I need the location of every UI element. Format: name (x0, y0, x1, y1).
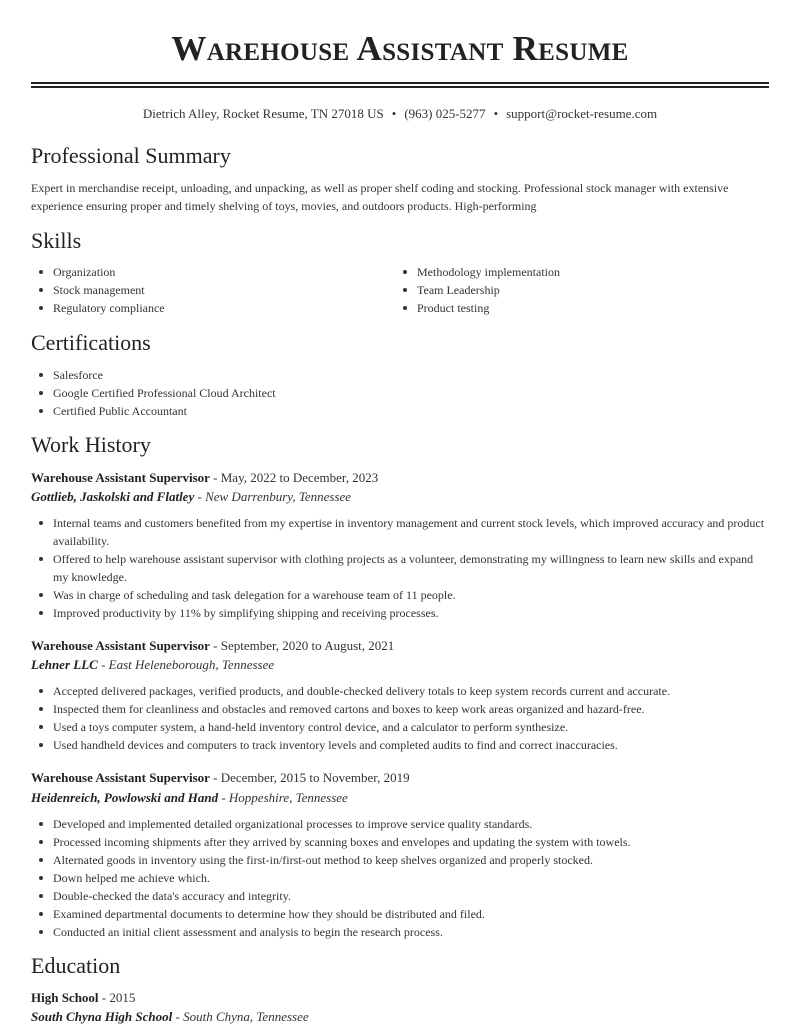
job-bullet: Inspected them for cleanliness and obstacles and removed cartons and boxes to keep work areas organized and hazard-free. (31, 700, 769, 718)
job-bullet: Developed and implemented detailed organizational processes to improve service quality standards. (31, 815, 769, 833)
job-bullet: Was in charge of scheduling and task delegation for a warehouse team of 11 people. (31, 586, 769, 604)
job-bullet: Down helped me achieve which. (31, 869, 769, 887)
certification-item: Google Certified Professional Cloud Architect (31, 384, 769, 402)
title-rule-bottom (31, 86, 769, 88)
job-company: Heidenreich, Powlowski and Hand (31, 790, 219, 805)
section-title-education: Education (31, 953, 121, 978)
job-employer (31, 488, 769, 506)
job-company: Lehner LLC (31, 657, 98, 672)
job-bullet: Used handheld devices and computers to track inventory levels and completed audits to find and correct inaccuracies. (31, 736, 769, 754)
job-employer (31, 789, 769, 807)
section-title-skills: Skills (31, 228, 82, 253)
skill-item: Regulatory compliance (31, 299, 371, 317)
education-school: South Chyna High School (31, 1009, 173, 1024)
job-bullets (31, 815, 769, 941)
section-title-certifications: Certifications (31, 330, 151, 355)
education-location: - South Chyna, Tennessee (172, 1009, 309, 1024)
job-dates: - December, 2015 to November, 2019 (209, 770, 410, 785)
contact-email: support@rocket-resume.com (506, 106, 658, 121)
education-year: - 2015 (98, 990, 136, 1005)
job-bullet: Alternated goods in inventory using the first-in/first-out method to keep shelves organized and properly stocked. (31, 851, 769, 869)
certification-item: Certified Public Accountant (31, 402, 769, 420)
contact-separator: • (493, 106, 499, 121)
job-bullet: Examined departmental documents to determine how they should be distributed and filed. (31, 905, 769, 923)
job-company: Gottlieb, Jaskolski and Flatley (31, 489, 195, 504)
job-bullet: Accepted delivered packages, verified products, and double-checked delivery totals to keep system records current and accurate. (31, 682, 769, 700)
contact-phone: (963) 025-5277 (404, 106, 486, 121)
education-heading (31, 989, 769, 1007)
contact-line (0, 105, 800, 123)
job-heading (31, 469, 769, 487)
job-bullet: Internal teams and customers benefited from my expertise in inventory management and current stock levels, which improved accuracy and product availability. (31, 514, 769, 550)
job-heading (31, 637, 769, 655)
skill-item: Organization (31, 263, 371, 281)
skill-item: Product testing (395, 299, 765, 317)
job-bullet: Used a toys computer system, a hand-held inventory control device, and a calculator to perform synthesize. (31, 718, 769, 736)
education-degree: High School (31, 990, 99, 1005)
job-location: - New Darrenbury, Tennessee (194, 489, 352, 504)
section-title-summary: Professional Summary (31, 143, 231, 168)
skills-list-right (395, 263, 765, 317)
job-role: Warehouse Assistant Supervisor (31, 770, 210, 785)
job-bullet: Improved productivity by 11% by simplifying shipping and receiving processes. (31, 604, 769, 622)
contact-address: Dietrich Alley, Rocket Resume, TN 27018 US (142, 106, 384, 121)
summary-text: Expert in merchandise receipt, unloading, and unpacking, as well as proper shelf coding and stocking. Professional stock manager with extensive experience ensuring proper and timely shelving of toys, movies, and outdoors products. High-performing (31, 181, 729, 213)
job-bullet: Offered to help warehouse assistant supervisor with clothing projects as a volunteer, demonstrating my willingness to learn new skills and expand my knowledge. (31, 550, 769, 586)
skill-item: Stock management (31, 281, 371, 299)
resume-title: Warehouse Assistant Resume (171, 29, 629, 68)
job-location: - Hoppeshire, Tennessee (218, 790, 348, 805)
job-role: Warehouse Assistant Supervisor (31, 638, 210, 653)
job-bullet: Conducted an initial client assessment and analysis to begin the research process. (31, 923, 769, 941)
title-rule-top (31, 82, 769, 84)
job-bullets (31, 682, 769, 754)
job-role: Warehouse Assistant Supervisor (31, 470, 210, 485)
skills-list-left (31, 263, 371, 317)
education-school-line (31, 1008, 769, 1026)
job-location: - East Heleneborough, Tennessee (97, 657, 275, 672)
skill-item: Team Leadership (395, 281, 765, 299)
skill-item: Methodology implementation (395, 263, 765, 281)
job-dates: - May, 2022 to December, 2023 (209, 470, 379, 485)
job-dates: - September, 2020 to August, 2021 (209, 638, 395, 653)
section-title-work-history: Work History (31, 432, 151, 457)
job-heading (31, 769, 769, 787)
certification-item: Salesforce (31, 366, 769, 384)
job-employer (31, 656, 769, 674)
job-bullet: Double-checked the data's accuracy and integrity. (31, 887, 769, 905)
job-bullet: Processed incoming shipments after they arrived by scanning boxes and envelopes and updating the system with towels. (31, 833, 769, 851)
contact-separator: • (391, 106, 397, 121)
job-bullets (31, 514, 769, 622)
certifications-list (31, 366, 769, 420)
